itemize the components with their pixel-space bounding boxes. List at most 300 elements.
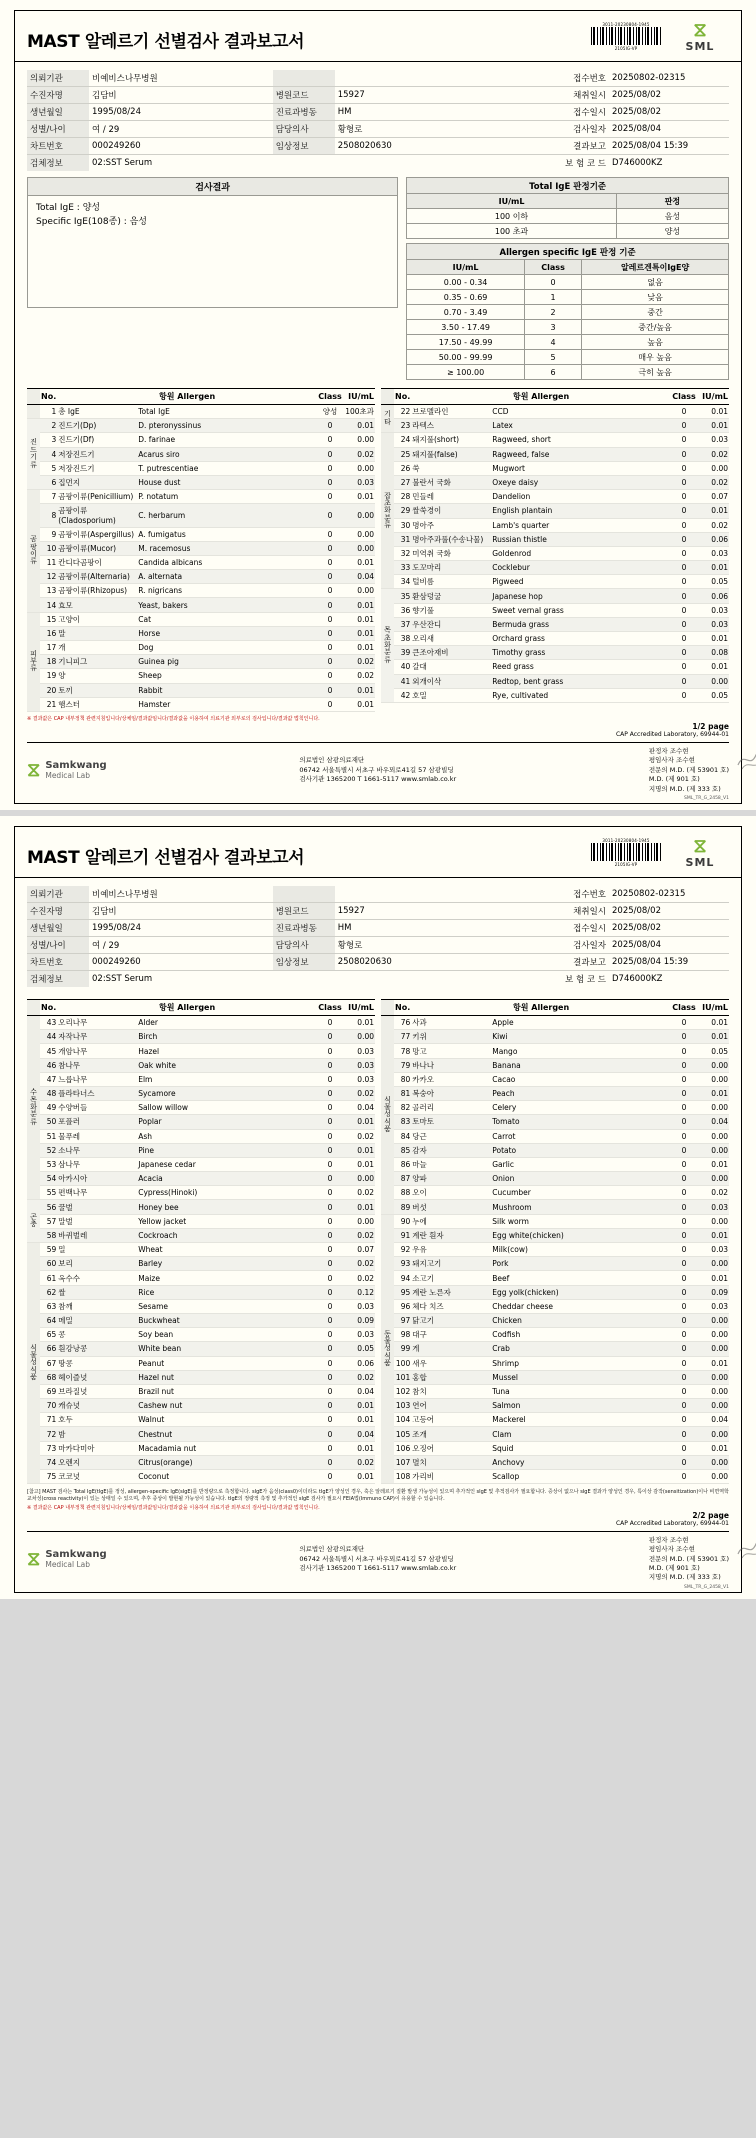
allergen-name-en: Cypress(Hinoki) [137, 1186, 317, 1200]
allergen-name-kr: 복숭아 [411, 1086, 491, 1100]
allergen-class: 0 [671, 546, 697, 560]
allergen-class: 양성 [317, 405, 343, 419]
allergen-class: 0 [671, 1186, 697, 1200]
allergen-name-en: Anchovy [491, 1455, 671, 1469]
allergen-class: 0 [671, 532, 697, 546]
allergen-group: 목 초 화 분 류 [381, 589, 394, 703]
allergen-tables-page2 [15, 993, 741, 1486]
table-row [27, 1399, 375, 1413]
allergen-name-en: Mugwort [491, 461, 671, 475]
allergen-name-en: A. alternata [137, 570, 317, 584]
allergen-iu: 0.00 [343, 1214, 375, 1228]
table-row [381, 504, 729, 518]
info-value: 2025/08/02 [609, 87, 729, 104]
allergen-iu: 0.03 [343, 1328, 375, 1342]
allergen-iu: 0.02 [343, 1271, 375, 1285]
allergen-no: 29 [394, 504, 411, 518]
allergen-iu: 0.09 [697, 1285, 729, 1299]
table-row [381, 1200, 729, 1214]
allergen-no: 78 [394, 1044, 411, 1058]
table-row [27, 584, 375, 598]
signature-stamp-icon [735, 743, 756, 773]
allergen-no: 102 [394, 1384, 411, 1398]
allergen-name-kr: 돼지고기 [411, 1257, 491, 1271]
info-value: 15927 [335, 87, 489, 104]
allergen-no: 15 [40, 612, 57, 626]
info-value: 2025/08/04 [609, 937, 729, 954]
allergen-name-en: Hamster [137, 697, 317, 711]
allergen-name-en: Oak white [137, 1058, 317, 1072]
allergen-header-row [381, 389, 729, 405]
allergen-class: 0 [671, 1086, 697, 1100]
table-row [27, 433, 375, 447]
allergen-no: 11 [40, 555, 57, 569]
allergen-name-en: Cocklebur [491, 561, 671, 575]
allergen-no: 25 [394, 447, 411, 461]
table-row [27, 1186, 375, 1200]
table-row [381, 1299, 729, 1313]
table-row [381, 447, 729, 461]
signature-line: 판정자 조수현 [648, 746, 689, 755]
barcode-block [591, 21, 661, 51]
table-row [27, 655, 375, 669]
info-value: D746000KZ [612, 974, 663, 985]
allergen-name-kr: 개암나무 [57, 1044, 137, 1058]
table-row [27, 1271, 375, 1285]
table-row [381, 475, 729, 489]
info-row [27, 138, 729, 155]
allergen-no: 108 [394, 1470, 411, 1484]
allergen-name-kr: 계란 노른자 [411, 1285, 491, 1299]
barcode-bottom-text: 2105IG-VP [614, 862, 638, 868]
info-value: 2025/08/02 [609, 104, 729, 121]
allergen-no: 91 [394, 1228, 411, 1242]
allergen-class: 0 [317, 669, 343, 683]
allergen-class: 0 [317, 1186, 343, 1200]
allergen-name-en: Acacia [137, 1172, 317, 1186]
allergen-class: 0 [671, 1257, 697, 1271]
table-row [381, 1257, 729, 1271]
lab-name-text: Samkwang [45, 760, 107, 772]
allergen-name-en: Crab [491, 1342, 671, 1356]
table-row [381, 532, 729, 546]
criteria-cell: 중간/높음 [582, 320, 729, 335]
allergen-name-en: Buckwheat [137, 1313, 317, 1327]
allergen-no: 34 [394, 575, 411, 589]
table-row [381, 1356, 729, 1370]
allergen-name-en: Mussel [491, 1370, 671, 1384]
criteria-cell: 0.70 - 3.49 [407, 305, 525, 320]
allergen-name-en: House dust [137, 475, 317, 489]
allergen-no: 79 [394, 1058, 411, 1072]
table-row [27, 1370, 375, 1384]
allergen-name-en: Carrot [491, 1129, 671, 1143]
allergen-name-kr: 총 IgE [57, 405, 137, 419]
allergen-name-kr: 오이 [411, 1186, 491, 1200]
allergen-name-kr: 돼지풀(short) [411, 433, 491, 447]
allergen-no: 95 [394, 1285, 411, 1299]
allergen-iu: 0.01 [697, 1157, 729, 1171]
allergen-name-en: Pork [491, 1257, 671, 1271]
footer-signature [649, 1536, 729, 1583]
allergen-iu: 0.01 [697, 504, 729, 518]
table-row [381, 419, 729, 433]
allergen-no: 88 [394, 1186, 411, 1200]
info-value: 2508020630 [335, 954, 489, 971]
allergen-no: 3 [40, 433, 57, 447]
info-label: 진료과병동 [273, 104, 335, 121]
allergen-no: 106 [394, 1441, 411, 1455]
page-number: 1/2 page [692, 721, 729, 731]
allergen-tables-page1 [15, 388, 741, 714]
allergen-iu: 0.03 [343, 1058, 375, 1072]
table-row [27, 1413, 375, 1427]
allergen-name-en: Orchard grass [491, 632, 671, 646]
allergen-name-kr: 명아주 [411, 518, 491, 532]
allergen-name-kr: 수양버들 [57, 1101, 137, 1115]
allergen-name-en: Alder [137, 1016, 317, 1030]
allergen-class: 0 [317, 612, 343, 626]
allergen-class: 0 [317, 1115, 343, 1129]
allergen-no: 105 [394, 1427, 411, 1441]
info-row [27, 87, 729, 104]
allergen-iu: 0.01 [343, 697, 375, 711]
info-label: 임상정보 [273, 138, 335, 155]
allergen-no: 31 [394, 532, 411, 546]
allergen-name-en: English plantain [491, 504, 671, 518]
signature-line: 전문의 M.D. (제 53901 호) [648, 765, 729, 774]
allergen-name-kr: 곰팡이류(Mucor) [57, 541, 137, 555]
allergen-no: 35 [394, 589, 411, 603]
allergen-name-kr: 키위 [411, 1030, 491, 1044]
footer-address [299, 1545, 456, 1573]
allergen-class: 0 [671, 1157, 697, 1171]
allergen-class: 0 [671, 475, 697, 489]
info-label: 채취일시 [489, 903, 609, 920]
allergen-class: 0 [317, 1157, 343, 1171]
info-value: 15927 [335, 903, 489, 920]
allergen-class: 0 [317, 1101, 343, 1115]
allergen-name-en: Chicken [491, 1313, 671, 1327]
allergen-no: 47 [40, 1072, 57, 1086]
table-row [27, 697, 375, 711]
col-header-iu: IU/mL [343, 389, 375, 405]
allergen-name-kr: 참깨 [57, 1299, 137, 1313]
allergen-class: 0 [671, 1399, 697, 1413]
allergen-name-en: Milk(cow) [491, 1243, 671, 1257]
table-row [381, 646, 729, 660]
allergen-name-en: Sycamore [137, 1086, 317, 1100]
table-row [27, 1328, 375, 1342]
allergen-no: 24 [394, 433, 411, 447]
page-number: 2/2 page [692, 1510, 729, 1520]
cap-accreditation: CAP Accredited Laboratory, 69944-01 [615, 730, 729, 738]
table-row [27, 1115, 375, 1129]
allergen-name-kr: 꿀벌 [57, 1200, 137, 1214]
address-line: 의료법인 삼광의료재단 [299, 1545, 365, 1554]
allergen-group: 곤 충 [27, 1200, 40, 1243]
patient-info [15, 62, 741, 177]
table-row [381, 589, 729, 603]
info-label: 진료과병동 [273, 920, 335, 937]
allergen-iu: 0.02 [697, 475, 729, 489]
allergen-name-en: Brazil nut [137, 1384, 317, 1398]
allergen-group: 기 타 [381, 405, 394, 433]
barcode-bottom-text: 2105IG-VP [614, 46, 638, 51]
allergen-iu: 0.00 [697, 1143, 729, 1157]
allergen-class: 0 [317, 1044, 343, 1058]
allergen-name-en: T. putrescentiae [137, 461, 317, 475]
allergen-no: 57 [40, 1214, 57, 1228]
page-title: MAST 알레르기 선별검사 결과보고서 [27, 848, 305, 869]
info-label: 의뢰기관 [27, 70, 89, 87]
info-label: 보 험 코 드 [565, 975, 606, 986]
allergen-name-kr: 저장진드기 [57, 461, 137, 475]
allergen-no: 20 [40, 683, 57, 697]
allergen-name-kr: 말 [57, 626, 137, 640]
allergen-name-kr: 우유 [411, 1243, 491, 1257]
allergen-no: 85 [394, 1143, 411, 1157]
swirl-icon: ⧖ [693, 19, 707, 41]
table-row [381, 674, 729, 688]
allergen-name-en: Reed grass [491, 660, 671, 674]
allergen-class: 0 [317, 1455, 343, 1469]
allergen-iu: 0.01 [697, 419, 729, 433]
table-row [27, 1200, 375, 1214]
allergen-name-en: Redtop, bent grass [491, 674, 671, 688]
allergen-class: 0 [671, 1413, 697, 1427]
allergen-no: 56 [40, 1200, 57, 1214]
col-header-no: No. [394, 1000, 411, 1016]
allergen-class: 0 [317, 433, 343, 447]
footer-logo [27, 1547, 107, 1570]
allergen-name-kr: 미역취 국화 [411, 546, 491, 560]
allergen-no: 49 [40, 1101, 57, 1115]
allergen-iu: 0.05 [697, 688, 729, 702]
allergen-class: 0 [671, 1044, 697, 1058]
allergen-class: 0 [317, 419, 343, 433]
allergen-no: 94 [394, 1271, 411, 1285]
allergen-no: 104 [394, 1413, 411, 1427]
allergen-iu: 0.00 [343, 584, 375, 598]
allergen-name-en: Sheep [137, 669, 317, 683]
allergen-class: 0 [671, 1115, 697, 1129]
allergen-name-kr: 고양이 [57, 612, 137, 626]
allergen-name-kr: 새우 [411, 1356, 491, 1370]
allergen-class: 0 [671, 1427, 697, 1441]
info-value: 20250802-02315 [609, 886, 729, 903]
footer-reference-note: [참고] MAST 검사는 Total IgE(tIgE)를 정성, allergen-specific IgE(sIgE)를 반정량으로 측정합니다. sIgE가 음성(class0)이더라도 tIgE가 양성인 경우, 혹은 알레르기 질환 발생 가능성이 있으며 추가적인 sIgE 및 추적검사가 필요합니다. 증상이 없으나 sIgE 결과가 양성인 경우, 특이상 감작(sensitization)이나 비면역학 교차성(cross reactivity)이 있는 상태일 수 있으며, 추후 증상이 발현될 가능성이 있습니다. tIgE의 정량적 측정 및 추가적인 sIgE 검사가 필요시 FEIA법(Immuno CAP)이 유용할 수 있습니다. [27, 1489, 729, 1502]
allergen-class: 0 [671, 433, 697, 447]
allergen-class: 0 [671, 461, 697, 475]
allergen-class: 0 [671, 1016, 697, 1030]
allergen-iu: 0.00 [697, 1129, 729, 1143]
allergen-no: 68 [40, 1370, 57, 1384]
allergen-iu: 0.00 [343, 504, 375, 527]
allergen-iu: 0.01 [343, 1441, 375, 1455]
allergen-name-kr: 밤 [57, 1427, 137, 1441]
allergen-no: 18 [40, 655, 57, 669]
allergen-class: 0 [671, 674, 697, 688]
criteria-header: IU/mL [407, 194, 617, 209]
allergen-no: 80 [394, 1072, 411, 1086]
allergen-no: 98 [394, 1328, 411, 1342]
allergen-name-en: Banana [491, 1058, 671, 1072]
barcode-top-text: 3011-20230804-1945 [602, 22, 650, 27]
allergen-class: 0 [671, 1243, 697, 1257]
allergen-no: 39 [394, 646, 411, 660]
allergen-iu: 0.00 [697, 674, 729, 688]
allergen-iu: 100초과 [343, 405, 375, 419]
allergen-iu: 0.04 [697, 1115, 729, 1129]
allergen-no: 28 [394, 490, 411, 504]
info-value: 2025/08/04 15:39 [609, 954, 729, 971]
allergen-iu: 0.01 [343, 1399, 375, 1413]
allergen-no: 53 [40, 1157, 57, 1171]
allergen-no: 9 [40, 527, 57, 541]
allergen-iu: 0.00 [697, 1313, 729, 1327]
info-label: 결과보고 [489, 138, 609, 155]
result-and-criteria [15, 177, 741, 388]
table-row [27, 1157, 375, 1171]
allergen-name-en: Shrimp [491, 1356, 671, 1370]
col-header-allergen: 항원 Allergen [411, 1000, 671, 1016]
allergen-no: 8 [40, 504, 57, 527]
table-row [27, 1030, 375, 1044]
info-row [27, 155, 729, 172]
allergen-iu: 0.01 [343, 1200, 375, 1214]
allergen-iu: 0.00 [697, 1058, 729, 1072]
allergen-class: 0 [317, 1427, 343, 1441]
allergen-no: 6 [40, 475, 57, 489]
allergen-name-kr: 곰팡이류(Penicillium) [57, 490, 137, 504]
allergen-iu: 0.02 [697, 518, 729, 532]
table-row [27, 405, 375, 419]
allergen-class: 0 [317, 1172, 343, 1186]
allergen-name-en: Cucumber [491, 1186, 671, 1200]
address-line: 검사기관 1365200 T 1661-5117 www.smlab.co.kr [299, 775, 457, 784]
allergen-name-en: CCD [491, 405, 671, 419]
allergen-iu: 0.01 [343, 1470, 375, 1484]
table-row [27, 1313, 375, 1327]
allergen-no: 64 [40, 1313, 57, 1327]
allergen-name-en: Cheddar cheese [491, 1299, 671, 1313]
result-line: Total IgE : 양성 [36, 203, 101, 213]
group-header [381, 389, 394, 405]
allergen-no: 19 [40, 669, 57, 683]
allergen-name-kr: 명아주과풀(수송나물) [411, 532, 491, 546]
allergen-iu: 0.08 [697, 646, 729, 660]
info-row [27, 971, 729, 988]
allergen-no: 82 [394, 1101, 411, 1115]
allergen-name-en: Barley [137, 1257, 317, 1271]
signature-line: 전문의 M.D. (제 53901 호) [648, 1554, 729, 1563]
allergen-iu: 0.01 [343, 1413, 375, 1427]
allergen-name-kr: 라텍스 [411, 419, 491, 433]
allergen-name-en: Tuna [491, 1384, 671, 1398]
allergen-name-en: Rye, cultivated [491, 688, 671, 702]
allergen-class: 0 [671, 1058, 697, 1072]
barcode-block [591, 837, 661, 867]
allergen-name-kr: 마카다미아 [57, 1441, 137, 1455]
allergen-class: 0 [671, 405, 697, 419]
footer-signature [649, 747, 729, 794]
allergen-no: 7 [40, 490, 57, 504]
allergen-iu: 0.01 [343, 626, 375, 640]
allergen-name-kr: 아카시아 [57, 1172, 137, 1186]
criteria-cell: 100 초과 [407, 224, 617, 239]
allergen-group: 잡 초 화 분 류 [381, 433, 394, 589]
info-label: 수진자명 [27, 903, 89, 920]
table-row [381, 1384, 729, 1398]
allergen-name-kr: 브로멜라인 [411, 405, 491, 419]
allergen-name-kr: 옥수수 [57, 1271, 137, 1285]
allergen-name-en: Sesame [137, 1299, 317, 1313]
allergen-name-en: Rice [137, 1285, 317, 1299]
allergen-class: 0 [317, 1243, 343, 1257]
allergen-no: 87 [394, 1172, 411, 1186]
table-row [27, 1356, 375, 1370]
table-row [27, 1086, 375, 1100]
table-row [381, 1214, 729, 1228]
result-section-title: 검사결과 [27, 177, 398, 196]
allergen-name-kr: 곰팡이류(Rhizopus) [57, 584, 137, 598]
table-row [27, 419, 375, 433]
allergen-name-kr: 바나나 [411, 1058, 491, 1072]
allergen-name-en: Rabbit [137, 683, 317, 697]
allergen-iu: 0.02 [697, 1186, 729, 1200]
table-row [381, 1342, 729, 1356]
lab-sub-text: Medical Lab [45, 770, 90, 780]
table-row [27, 504, 375, 527]
allergen-class: 0 [317, 555, 343, 569]
allergen-class: 0 [317, 1370, 343, 1384]
footer-logo [27, 758, 107, 781]
allergen-no: 37 [394, 617, 411, 631]
table-row [27, 669, 375, 683]
info-label: 채취일시 [489, 87, 609, 104]
specific-ige-criteria-table [406, 243, 729, 380]
allergen-name-kr: 호두 [57, 1413, 137, 1427]
table-row [381, 1186, 729, 1200]
info-value: 02:SST Serum [92, 158, 153, 168]
footer-red-note: ※ 결과값은 CAP 내부정책 관련지침입니다/상체임/결과값임니다/결과값을 이용하여 의료기관 외부로의 검사입니다/결과값 법칙인니다. [27, 1504, 320, 1511]
allergen-name-kr: 체다 치즈 [411, 1299, 491, 1313]
table-row [27, 541, 375, 555]
allergen-header-row [27, 389, 375, 405]
table-row [381, 1228, 729, 1242]
result-line: Specific IgE(108종) : 음성 [36, 216, 147, 227]
info-label: 생년월일 [27, 104, 89, 121]
allergen-iu: 0.00 [343, 541, 375, 555]
criteria-cell: 0 [524, 275, 581, 290]
allergen-name-kr: 곰팡이류(Cladosporium) [57, 504, 137, 527]
allergen-name-kr: 코코넛 [57, 1470, 137, 1484]
table-row [381, 1086, 729, 1100]
allergen-iu: 0.00 [697, 1470, 729, 1484]
allergen-name-en: Apple [491, 1016, 671, 1030]
signature-line: 평임사자 조수현 [648, 756, 695, 765]
allergen-name-en: Russian thistle [491, 532, 671, 546]
info-row [27, 937, 729, 954]
info-label: 검체정보 [27, 155, 89, 172]
info-label: 검체정보 [27, 971, 89, 988]
allergen-iu: 0.02 [697, 447, 729, 461]
allergen-name-en: Egg yolk(chicken) [491, 1285, 671, 1299]
allergen-class: 0 [671, 1370, 697, 1384]
allergen-iu: 0.06 [697, 532, 729, 546]
table-row [27, 1214, 375, 1228]
